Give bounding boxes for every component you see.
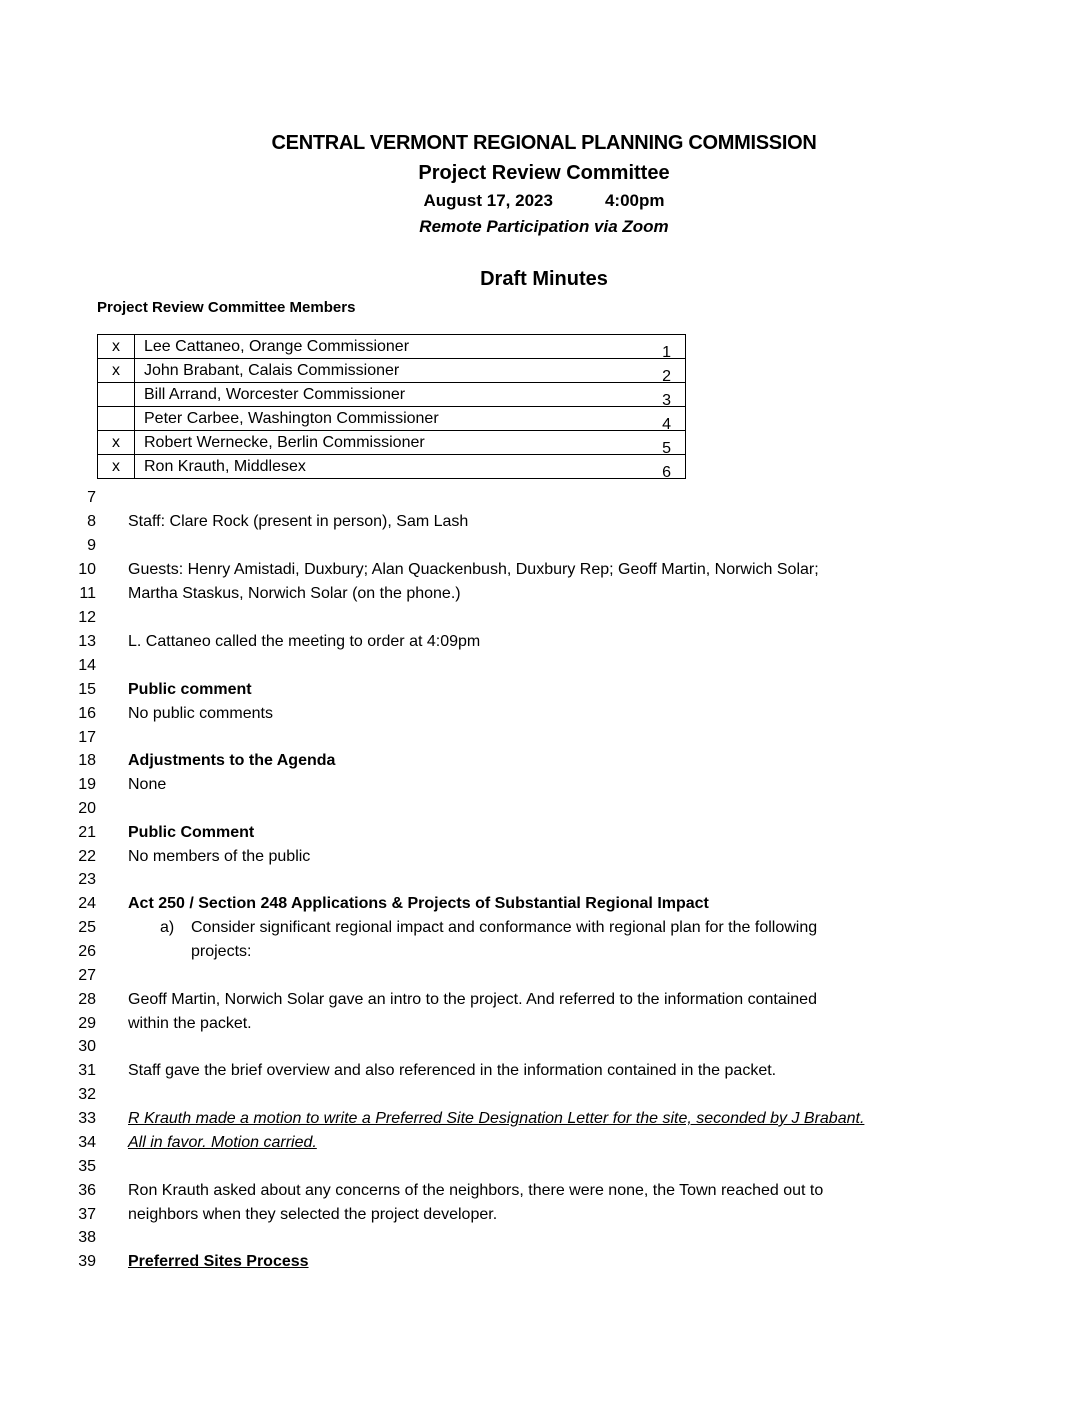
attendance-mark: x bbox=[98, 335, 135, 359]
line-number: 24 bbox=[78, 895, 96, 912]
attendance-mark bbox=[98, 383, 135, 407]
line-number: 26 bbox=[78, 943, 96, 960]
line-number: 31 bbox=[78, 1062, 96, 1079]
meeting-location: Remote Participation via Zoom bbox=[419, 217, 669, 236]
line-text: Public Comment bbox=[128, 824, 255, 841]
line-number: 3 bbox=[662, 392, 671, 409]
line-text: Adjustments to the Agenda bbox=[128, 752, 336, 769]
section-heading bbox=[0, 1253, 1088, 1277]
line-number: 37 bbox=[78, 1206, 96, 1223]
section-heading bbox=[0, 681, 1088, 705]
numbered-line bbox=[0, 1182, 1088, 1206]
line-number: 20 bbox=[78, 800, 96, 817]
line-number: 10 bbox=[78, 561, 96, 578]
line-number: 21 bbox=[78, 824, 96, 841]
line-text: R Krauth made a motion to write a Preferred Site Designation Letter for the site, seconded by J Brabant. bbox=[128, 1110, 865, 1127]
numbered-line bbox=[0, 489, 1088, 513]
numbered-line bbox=[0, 705, 1088, 729]
member-row bbox=[98, 431, 686, 455]
meeting-date: August 17, 2023 bbox=[423, 191, 553, 210]
numbered-line bbox=[0, 848, 1088, 872]
member-name: Ron Krauth, Middlesex bbox=[144, 457, 306, 475]
document-title: Draft Minutes bbox=[480, 268, 608, 290]
numbered-line bbox=[0, 609, 1088, 633]
member-row bbox=[98, 359, 686, 383]
numbered-line bbox=[0, 1206, 1088, 1230]
line-number: 1 bbox=[662, 344, 671, 361]
motion-line bbox=[0, 1134, 1088, 1158]
member-row bbox=[98, 383, 686, 407]
list-item bbox=[0, 919, 1088, 943]
line-number: 30 bbox=[78, 1038, 96, 1055]
line-number: 9 bbox=[87, 537, 96, 554]
attendance-mark: x bbox=[98, 431, 135, 455]
line-text: No public comments bbox=[128, 705, 273, 722]
list-item-continued bbox=[0, 943, 1088, 967]
member-row bbox=[98, 407, 686, 431]
line-text: Act 250 / Section 248 Applications & Projects of Substantial Regional Impact bbox=[128, 895, 709, 912]
line-number: 13 bbox=[78, 633, 96, 650]
line-text: Public comment bbox=[128, 681, 252, 698]
line-number: 39 bbox=[78, 1253, 96, 1270]
line-number: 14 bbox=[78, 657, 96, 674]
line-number: 34 bbox=[78, 1134, 96, 1151]
list-marker: a) bbox=[160, 919, 175, 936]
numbered-line bbox=[0, 729, 1088, 753]
line-number: 6 bbox=[662, 464, 671, 481]
meeting-datetime bbox=[0, 191, 1088, 211]
member-name: John Brabant, Calais Commissioner bbox=[144, 361, 400, 379]
line-number: 15 bbox=[78, 681, 96, 698]
line-number: 8 bbox=[87, 513, 96, 530]
numbered-line bbox=[0, 1015, 1088, 1039]
line-text: Martha Staskus, Norwich Solar (on the phone.) bbox=[128, 585, 461, 602]
member-name: Lee Cattaneo, Orange Commissioner bbox=[144, 337, 410, 355]
numbered-line bbox=[0, 1038, 1088, 1062]
member-name: Peter Carbee, Washington Commissioner bbox=[144, 409, 439, 427]
section-heading bbox=[0, 824, 1088, 848]
members-heading: Project Review Committee Members bbox=[97, 299, 356, 316]
line-number: 27 bbox=[78, 967, 96, 984]
line-text: neighbors when they selected the project developer. bbox=[128, 1206, 498, 1223]
line-number: 23 bbox=[78, 871, 96, 888]
section-heading bbox=[0, 752, 1088, 776]
line-number: 17 bbox=[78, 729, 96, 746]
line-text: L. Cattaneo called the meeting to order at 4:09pm bbox=[128, 633, 481, 650]
meeting-time: 4:00pm bbox=[604, 191, 665, 210]
line-number: 19 bbox=[78, 776, 96, 793]
line-text: Preferred Sites Process bbox=[128, 1253, 309, 1270]
numbered-line bbox=[0, 991, 1088, 1015]
member-row bbox=[98, 335, 686, 359]
line-number: 4 bbox=[662, 416, 671, 433]
org-title: CENTRAL VERMONT REGIONAL PLANNING COMMISSION bbox=[271, 132, 817, 154]
guests-line bbox=[0, 561, 1088, 585]
numbered-line bbox=[0, 776, 1088, 800]
motion-line bbox=[0, 1110, 1088, 1134]
numbered-line bbox=[0, 1229, 1088, 1253]
line-text: within the packet. bbox=[128, 1015, 252, 1032]
line-text: Guests: Henry Amistadi, Duxbury; Alan Quackenbush, Duxbury Rep; Geoff Martin, Norwich Solar; bbox=[128, 561, 819, 578]
line-text: projects: bbox=[191, 943, 252, 960]
line-text: All in favor. Motion carried. bbox=[128, 1134, 317, 1151]
line-number: 2 bbox=[662, 368, 671, 385]
numbered-line bbox=[0, 871, 1088, 895]
line-number: 22 bbox=[78, 848, 96, 865]
numbered-line bbox=[0, 537, 1088, 561]
line-number: 28 bbox=[78, 991, 96, 1008]
line-text: Geoff Martin, Norwich Solar gave an intro to the project. And referred to the information contained bbox=[128, 991, 817, 1008]
line-number: 35 bbox=[78, 1158, 96, 1175]
numbered-line bbox=[0, 657, 1088, 681]
line-number: 33 bbox=[78, 1110, 96, 1127]
line-number: 25 bbox=[78, 919, 96, 936]
line-number: 11 bbox=[79, 585, 96, 602]
call-to-order-line bbox=[0, 633, 1088, 657]
line-number: 5 bbox=[662, 440, 671, 457]
section-heading bbox=[0, 895, 1088, 919]
line-number: 32 bbox=[78, 1086, 96, 1103]
numbered-line bbox=[0, 1062, 1088, 1086]
committee-title: Project Review Committee bbox=[418, 162, 670, 184]
line-number: 12 bbox=[78, 609, 96, 626]
member-name: Robert Wernecke, Berlin Commissioner bbox=[144, 433, 425, 451]
numbered-line bbox=[0, 1086, 1088, 1110]
attendance-mark bbox=[98, 407, 135, 431]
line-text: Ron Krauth asked about any concerns of the neighbors, there were none, the Town reached out to bbox=[128, 1182, 824, 1199]
line-number: 16 bbox=[78, 705, 96, 722]
line-number: 18 bbox=[78, 752, 96, 769]
numbered-line bbox=[0, 800, 1088, 824]
attendance-mark: x bbox=[98, 455, 135, 479]
line-number: 38 bbox=[78, 1229, 96, 1246]
line-text: Consider significant regional impact and conformance with regional plan for the following bbox=[191, 919, 818, 936]
members-table bbox=[97, 334, 686, 479]
line-text: Staff gave the brief overview and also referenced in the information contained in the packet. bbox=[128, 1062, 777, 1079]
line-text: Staff: Clare Rock (present in person), Sam Lash bbox=[128, 513, 469, 530]
attendance-mark: x bbox=[98, 359, 135, 383]
line-number: 36 bbox=[78, 1182, 96, 1199]
staff-line bbox=[0, 513, 1088, 537]
member-name: Bill Arrand, Worcester Commissioner bbox=[144, 385, 406, 403]
numbered-line bbox=[0, 1158, 1088, 1182]
line-text: No members of the public bbox=[128, 848, 311, 865]
line-number: 7 bbox=[87, 489, 96, 506]
numbered-line bbox=[0, 967, 1088, 991]
member-row bbox=[98, 455, 686, 479]
line-text: None bbox=[128, 776, 167, 793]
guests-line bbox=[0, 585, 1088, 609]
line-number: 29 bbox=[78, 1015, 96, 1032]
